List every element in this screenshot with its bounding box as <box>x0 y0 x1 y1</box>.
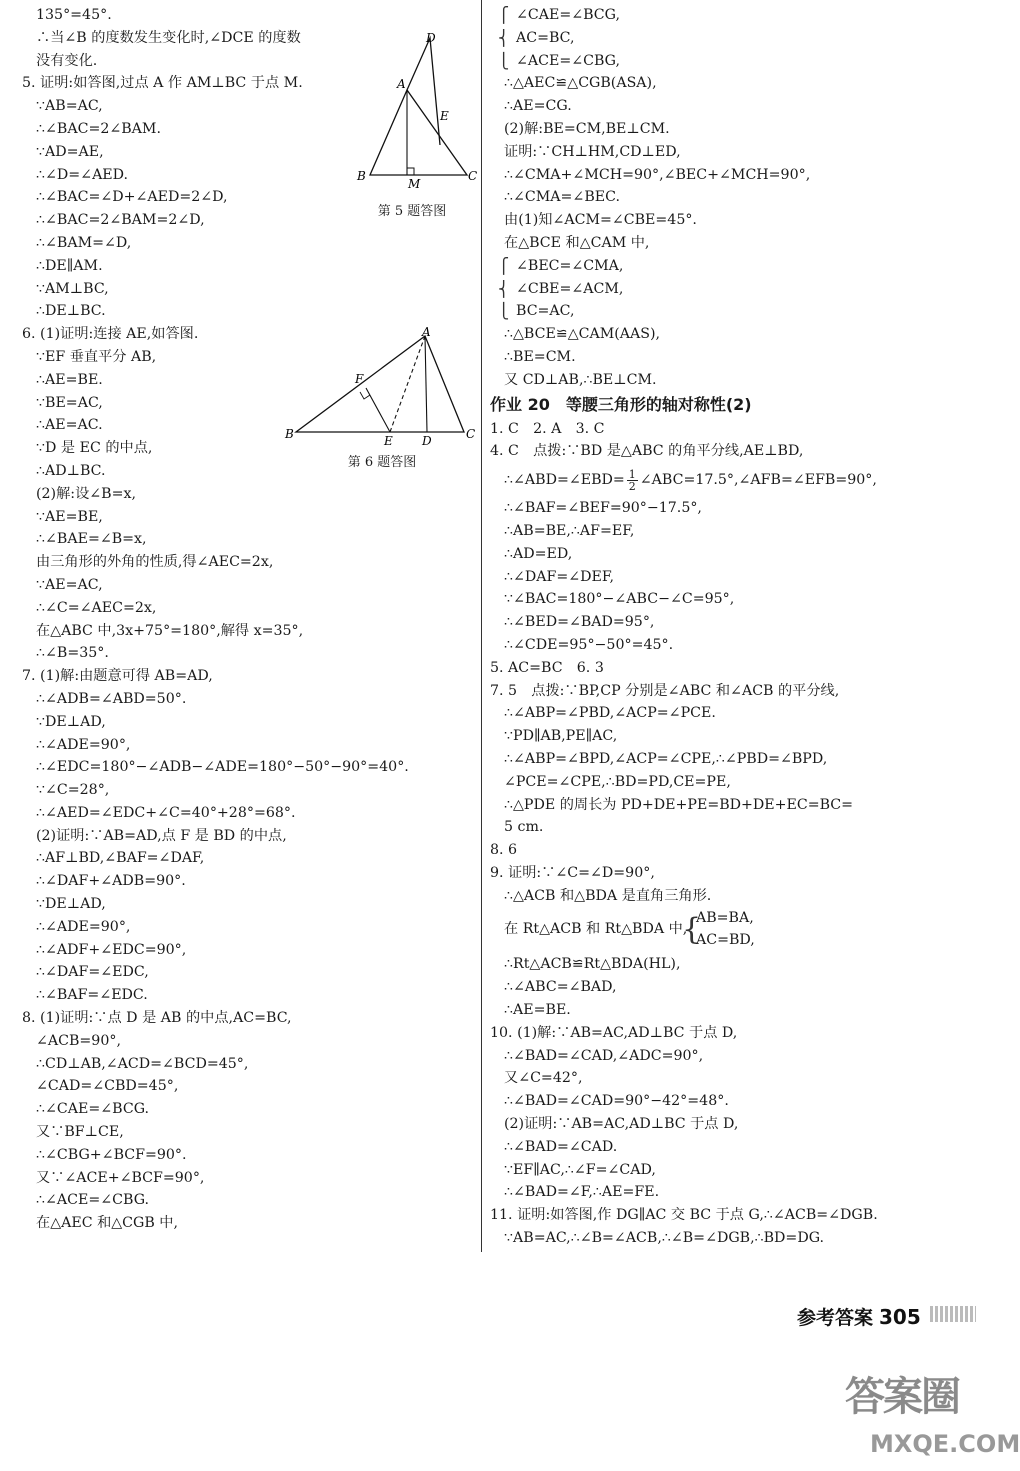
text-line: ∴∠CMA+∠MCH=90°,∠BEC+∠MCH=90°, <box>504 166 811 183</box>
text-line: (2)解:BE=CM,BE⊥CM. <box>504 120 670 137</box>
text-line: ∴∠BAD=∠CAD=90°−42°=48°. <box>504 1093 729 1110</box>
text-line: ∴∠EDC=180°−∠ADB−∠ADE=180°−50°−90°=40°. <box>36 759 409 776</box>
text-line: ∴AD⊥BC. <box>36 462 106 479</box>
text-line: ∴∠DAF=∠DEF, <box>504 568 615 585</box>
text-line: ∴AE=BE. <box>504 1002 571 1019</box>
decorative-stripe <box>930 1306 976 1322</box>
svg-text:F: F <box>355 372 364 386</box>
text-line: ∠ACB=90°, <box>36 1032 121 1049</box>
text-line: ∴∠ABC=∠BAD, <box>504 979 617 996</box>
text-line: ∵AM⊥BC, <box>36 280 109 297</box>
text-line: ∵∠C=28°, <box>36 782 110 799</box>
text-line: 5. 证明:如答图,过点 A 作 AM⊥BC 于点 M. <box>22 75 303 92</box>
rt-cond-a: AB=BA, <box>696 910 754 927</box>
text-line: ∴∠ABP=∠BPD,∠ACP=∠CPE,∴∠PBD=∠BPD, <box>504 750 828 767</box>
text-line: 7. 5 点拨:∵BP,CP 分别是∠ABC 和∠ACB 的平分线, <box>490 682 840 699</box>
text-line: ∴∠BAF=∠BEF=90°−17.5°, <box>504 500 702 517</box>
text-line: ∵AD=AE, <box>36 143 104 160</box>
page-footer <box>797 1303 921 1330</box>
text-line: ∴AE=BE. <box>36 371 103 388</box>
text-line: ∴△PDE 的周长为 PD+DE+PE=BD+DE+EC=BC= <box>504 796 854 813</box>
text-line: (2)证明:∵AB=AD,点 F 是 BD 的中点, <box>36 827 287 844</box>
text-line: ∴△ACB 和△BDA 是直角三角形. <box>504 887 712 904</box>
text-line: ∴∠DAF=∠EDC, <box>36 964 149 981</box>
text-line: ∴∠BAC=∠D+∠AED=2∠D, <box>36 189 228 206</box>
svg-text:B: B <box>357 169 366 183</box>
text-line: 4. C 点拨:∵BD 是△ABC 的角平分线,AE⊥BD, <box>490 443 804 460</box>
text-line: ∠CBE=∠ACM, ⎨ <box>490 278 982 301</box>
text-line: ∴∠ADE=90°, <box>36 736 131 753</box>
text-line: ∴∠BAD=∠CAD,∠ADC=90°, <box>504 1047 704 1064</box>
text-line: ∴∠CAE=∠BCG. <box>36 1101 150 1118</box>
text-line: 又∠C=42°, <box>504 1070 583 1087</box>
text-line: 由(1)知∠ACM=∠CBE=45°. <box>504 212 697 229</box>
brace-icon: ⎧ <box>498 6 510 24</box>
text-line: ∴∠ADE=90°, <box>36 918 131 935</box>
svg-text:E: E <box>384 434 393 448</box>
text-line: 由三角形的外角的性质,得∠AEC=2x, <box>36 554 274 571</box>
svg-text:C: C <box>468 169 478 183</box>
text-line: ∴∠BAD=∠CAD. <box>504 1138 618 1155</box>
text-line: ∵DE⊥AD, <box>36 713 106 730</box>
text-line: 11. 证明:如答图,作 DG∥AC 交 BC 于点 G,∴∠ACB=∠DGB. <box>490 1207 878 1224</box>
text-line: ∴∠DAF+∠ADB=90°. <box>36 873 186 890</box>
answers-block-2 <box>490 953 982 1249</box>
text-line: ∠CAD=∠CBD=45°, <box>36 1078 179 1095</box>
brace-icon: ⎩ <box>498 51 510 70</box>
fraction-denominator: 2 <box>628 479 636 493</box>
rt-congruence-line <box>490 907 982 953</box>
text-line: ∴BE=CM. <box>504 348 576 365</box>
text-line: ∵AE=AC, <box>36 576 103 593</box>
text-line: ∵BE=AC, <box>36 394 103 411</box>
text-line: ∴CD⊥AB,∠ACD=∠BCD=45°, <box>36 1055 249 1072</box>
text-line: ∴∠ADF+∠EDC=90°, <box>36 941 187 958</box>
text-line: ∴AF⊥BD,∠BAF=∠DAF, <box>36 850 205 867</box>
text-line: 在△ABC 中,3x+75°=180°,解得 x=35°, <box>36 622 304 639</box>
text-line: ∴∠BAD=∠F,∴AE=FE. <box>504 1184 660 1201</box>
text-line: ∵AB=AC,∴∠B=∠ACB,∴∠B=∠DGB,∴BD=DG. <box>504 1230 825 1247</box>
text-line: 8. 6 <box>490 842 518 859</box>
text-line: 又∵∠ACE+∠BCF=90°, <box>36 1169 205 1186</box>
text-line: ∴∠BAC=2∠BAM. <box>36 120 161 137</box>
rt-pre: 在 Rt△ACB 和 Rt△BDA 中, <box>504 921 688 938</box>
section-title: 作业 20 等腰三角形的轴对称性(2) <box>490 394 752 414</box>
brace-icon: ⎨ <box>498 279 510 298</box>
text-line: (2)解:设∠B=x, <box>36 485 136 502</box>
footer-label: 参考答案 <box>797 1307 874 1329</box>
text-line: 135°=45°. <box>36 7 112 23</box>
svg-text:A: A <box>422 325 431 339</box>
page-number: 305 <box>879 1305 921 1329</box>
text-line: ∠PCE=∠CPE,∴BD=PD,CE=PE, <box>504 773 731 790</box>
text-line: 又∵BF⊥CE, <box>36 1124 124 1141</box>
text-line: 证明:∵CH⊥HM,CD⊥ED, <box>504 143 681 160</box>
text-line: ∴∠CDE=95°−50°=45°. <box>504 636 674 653</box>
right-column <box>490 4 982 1250</box>
text-line: ∴∠B=35°. <box>36 645 109 662</box>
text-line: ∠CAE=∠BCG, ⎧ <box>490 4 982 27</box>
svg-text:E: E <box>440 109 449 123</box>
fraction <box>627 469 638 492</box>
text-line: ∴△AEC≌△CGB(ASA), <box>504 75 657 92</box>
text-line: ∴DE∥AM. <box>36 257 103 274</box>
rt-cond-b: AC=BD, <box>696 932 755 949</box>
text-line: ∴AB=BE,∴AF=EF, <box>504 522 635 539</box>
text-line: ∴当∠B 的度数发生变化时,∠DCE 的度数 <box>36 29 301 46</box>
text-line: (2)证明:∵AB=AC,AD⊥BC 于点 D, <box>504 1116 739 1133</box>
text-line: ∴Rt△ACB≌Rt△BDA(HL), <box>504 956 681 973</box>
right-top-block <box>490 4 982 392</box>
text-line: 1. C 2. A 3. C <box>490 420 605 437</box>
text-line: ∴AE=AC. <box>36 417 103 434</box>
figure-6 <box>282 325 482 473</box>
text-line: BC=AC, ⎩ <box>490 300 982 323</box>
text-line: ∵PD∥AB,PE∥AC, <box>504 728 618 745</box>
svg-text:A: A <box>397 77 406 91</box>
fraction-line <box>490 463 982 497</box>
text-line: 5 cm. <box>504 819 544 836</box>
figure-6-caption: 第 6 题答图 <box>347 455 417 470</box>
brace-icon: ⎨ <box>498 28 510 47</box>
text-line: 6. (1)证明:连接 AE,如答图. <box>22 326 199 343</box>
text-line: ∴AD=ED, <box>504 545 573 562</box>
text-line: ∴AE=CG. <box>504 98 572 115</box>
text-line: 在△BCE 和△CAM 中, <box>504 234 650 251</box>
svg-text:D: D <box>422 434 432 448</box>
text-line: ∵EF 垂直平分 AB, <box>36 348 157 365</box>
fraction-numerator: 1 <box>628 467 636 481</box>
text-line: ∵DE⊥AD, <box>36 896 106 913</box>
answers-block-1 <box>490 418 982 954</box>
text-line: ∠BEC=∠CMA, ⎧ <box>490 255 982 278</box>
watermark-url: MXQE.COM <box>870 1430 1020 1458</box>
text-line: ∴∠ADB=∠ABD=50°. <box>36 690 187 707</box>
watermark-logo: 答案圈 <box>845 1374 959 1420</box>
text-line: ∵AB=AC, <box>36 98 103 115</box>
text-line: ∴∠ABP=∠PBD,∠ACP=∠PCE. <box>504 705 716 722</box>
text-line: ∴∠D=∠AED. <box>36 166 129 183</box>
text-line: 10. (1)解:∵AB=AC,AD⊥BC 于点 D, <box>490 1024 738 1041</box>
text-line: ∴∠CBG+∠BCF=90°. <box>36 1146 187 1163</box>
fraction-pre: ∴∠ABD=∠EBD= <box>504 472 625 489</box>
brace-icon: { <box>682 912 702 948</box>
text-line: ∴∠CMA=∠BEC. <box>504 189 620 206</box>
figure-5-caption: 第 5 题答图 <box>377 204 447 219</box>
svg-text:M: M <box>408 177 421 191</box>
brace-icon: ⎩ <box>498 302 510 321</box>
text-line: ∴∠ACE=∠CBG. <box>36 1192 150 1209</box>
text-line: ∴∠C=∠AEC=2x, <box>36 599 157 616</box>
figure-5 <box>352 30 482 220</box>
text-line: AC=BC, ⎨ <box>490 27 982 50</box>
brace-icon: ⎧ <box>498 256 510 275</box>
text-line: ∴∠AED=∠EDC+∠C=40°+28°=68°. <box>36 804 296 821</box>
triangle-diagram-5 <box>352 30 482 220</box>
text-line: 8. (1)证明:∵点 D 是 AB 的中点,AC=BC, <box>22 1010 292 1027</box>
text-line: 5. AC=BC 6. 3 <box>490 659 604 676</box>
svg-text:D: D <box>426 31 436 45</box>
text-line: 9. 证明:∵∠C=∠D=90°, <box>490 864 655 881</box>
text-line: ∴DE⊥BC. <box>36 303 106 320</box>
text-line: ∴∠BAC=2∠BAM=2∠D, <box>36 212 205 229</box>
text-line: ∴∠BAE=∠B=x, <box>36 531 147 548</box>
text-line: 又 CD⊥AB,∴BE⊥CM. <box>504 371 657 388</box>
text-line: ∠ACE=∠CBG, ⎩ <box>490 50 982 73</box>
text-line: ∴∠BAF=∠EDC. <box>36 987 148 1004</box>
fraction-post: ∠ABC=17.5°,∠AFB=∠EFB=90°, <box>639 472 877 489</box>
text-line: ∴△BCE≌△CAM(AAS), <box>504 326 661 343</box>
text-line: ∴∠BED=∠BAD=95°, <box>504 614 655 631</box>
text-line: 在△AEC 和△CGB 中, <box>36 1215 178 1232</box>
text-line: 7. (1)解:由题意可得 AB=AD, <box>22 668 213 685</box>
text-line: ∵D 是 EC 的中点, <box>36 440 153 457</box>
svg-text:C: C <box>466 427 476 441</box>
text-line: ∴∠BAM=∠D, <box>36 234 132 251</box>
text-line: 没有变化. <box>36 52 98 69</box>
text-line: ∵EF∥AC,∴∠F=∠CAD, <box>504 1161 656 1178</box>
text-line: ∵∠BAC=180°−∠ABC−∠C=95°, <box>504 591 735 608</box>
svg-text:B: B <box>285 427 294 441</box>
text-line: ∵AE=BE, <box>36 508 103 525</box>
